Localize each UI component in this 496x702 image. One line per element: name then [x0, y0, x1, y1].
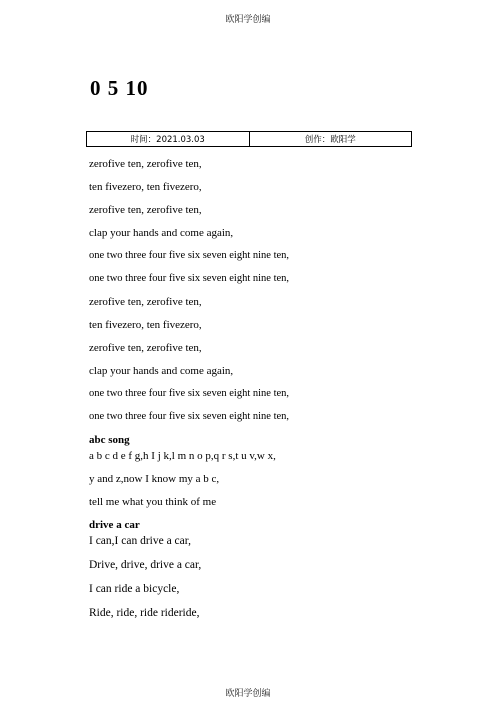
- lyric-line: Drive, drive, drive a car,: [89, 559, 202, 571]
- lyric-line: one two three four five six seven eight nine ten,: [89, 273, 290, 284]
- meta-time: 时间：2021.03.03: [130, 135, 205, 145]
- lyric-line: ten fivezero, ten fivezero,: [89, 319, 202, 331]
- meta-table: [86, 131, 412, 147]
- page-title: 0 5 10: [90, 76, 149, 100]
- page-header: 欧阳学创编: [225, 15, 271, 25]
- lyric-line: y and z,now I know my a b c,: [89, 473, 220, 485]
- lyric-line: I can,I can drive a car,: [89, 535, 192, 547]
- lyric-line: one two three four five six seven eight nine ten,: [89, 250, 290, 261]
- section-heading-abc-song: abc song: [89, 434, 130, 446]
- meta-author: 创作：欧阳学: [249, 132, 412, 146]
- page-footer: 欧阳学创编: [225, 689, 271, 699]
- lyric-line: zerofive ten, zerofive ten,: [89, 158, 202, 170]
- lyric-line: one two three four five six seven eight nine ten,: [89, 411, 290, 422]
- lyric-line: clap your hands and come again,: [89, 365, 234, 377]
- lyric-line: ten fivezero, ten fivezero,: [89, 181, 202, 193]
- section-heading-drive-a-car: drive a car: [89, 519, 140, 531]
- lyric-line: clap your hands and come again,: [89, 227, 234, 239]
- lyric-line: tell me what you think of me: [89, 496, 217, 508]
- lyric-line: one two three four five six seven eight nine ten,: [89, 388, 290, 399]
- lyric-line: a b c d e f g,h I j k,l m n o p,q r s,t u v,w x,: [89, 450, 276, 462]
- lyric-line: zerofive ten, zerofive ten,: [89, 342, 202, 354]
- lyric-line: zerofive ten, zerofive ten,: [89, 296, 202, 308]
- lyric-line: zerofive ten, zerofive ten,: [89, 204, 202, 216]
- lyric-line: I can ride a bicycle,: [89, 583, 180, 595]
- lyric-line: Ride, ride, ride rideride,: [89, 607, 200, 619]
